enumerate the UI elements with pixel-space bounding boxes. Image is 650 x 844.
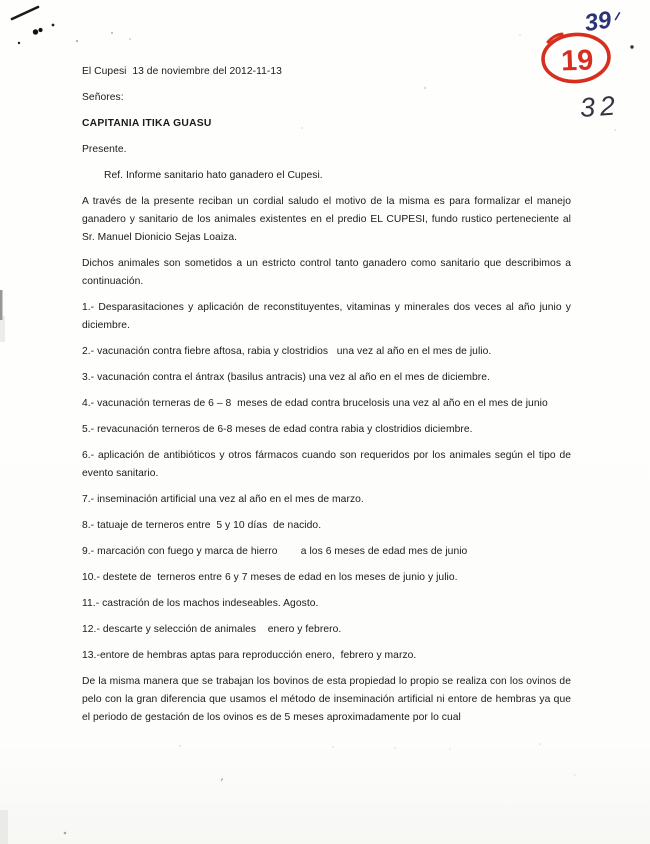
presente-line: Presente. <box>82 144 127 155</box>
blue-number-text: 39 <box>582 6 614 38</box>
list-item-10: 10.- destete de terneros entre 6 y 7 meses de edad en los meses de junio y julio. <box>82 572 458 583</box>
handwritten-number-39 <box>583 5 623 37</box>
red-number-text: 19 <box>560 44 594 78</box>
list-item-2: 2.- vacunación contra fiebre aftosa, rabia y clostridios una vez al año en el mes de julio. <box>82 346 492 357</box>
salutation: Señores: <box>82 92 124 103</box>
list-item-12: 12.- descarte y selección de animales enero y febrero. <box>82 624 342 635</box>
list-item-5: 5.- revacunación terneros de 6-8 meses de edad contra rabia y clostridios diciembre. <box>82 424 473 435</box>
control-paragraph: Dichos animales son sometidos a un estricto control tanto ganadero como sanitario que describimos a continuación. <box>82 258 571 287</box>
list-item-4: 4.- vacunación terneras de 6 – 8 meses de edad contra brucelosis una vez al año en el mes de junio <box>82 398 548 409</box>
list-item-3: 3.- vacunación contra el ántrax (basilus antracis) una vez al año en el mes de diciembre. <box>82 372 490 383</box>
list-item-7: 7.- inseminación artificial una vez al año en el mes de marzo. <box>82 494 364 505</box>
list-item-6: 6.- aplicación de antibióticos y otros fármacos cuando son requeridos por los animales según el tipo de evento sanitario. <box>82 450 571 479</box>
list-item-11: 11.- castración de los machos indeseables. Agosto. <box>82 598 319 609</box>
list-item-8: 8.- tatuaje de terneros entre 5 y 10 días de nacido. <box>82 520 322 531</box>
reference-line: Ref. Informe sanitario hato ganadero el Cupesi. <box>104 170 323 181</box>
list-item-9: 9.- marcación con fuego y marca de hierro a los 6 meses de edad mes de junio <box>82 546 468 557</box>
closing-paragraph: De la misma manera que se trabajan los bovinos de esta propiedad lo propio se realiza con los ovinos de pelo con la gran diferencia que usamos el método de inseminación artificial ni entore de hembras ya que el periodo de gestación de los ovinos es de 5 meses aproximadamente por lo cual <box>82 676 571 723</box>
list-item-1: 1.- Desparasitaciones y aplicación de reconstituyentes, vitaminas y minerales dos veces al año junio y diciembre. <box>82 302 571 331</box>
date-line: El Cupesi 13 de noviembre del 2012-11-13 <box>82 66 282 77</box>
recipient-name: CAPITANIA ITIKA GUASU <box>82 118 212 129</box>
letter-body <box>82 63 571 735</box>
ink-stroke-mark <box>12 7 131 44</box>
scan-edge-artifacts <box>0 290 8 844</box>
list-item-13: 13.-entore de hembras aptas para reproducción enero, febrero y marzo. <box>82 650 417 661</box>
intro-paragraph: A través de la presente reciban un cordial saludo el motivo de la misma es para formalizar el manejo ganadero y sanitario de los animales existentes en el predio EL CUPESI, fundo rustico perteneciente al Sr. Manuel Dionicio Sejas Loaiza. <box>82 196 571 243</box>
svg-text:′: ′ <box>219 776 223 789</box>
ink-dot <box>630 45 633 48</box>
pencil-number-text: 32 <box>578 90 621 124</box>
